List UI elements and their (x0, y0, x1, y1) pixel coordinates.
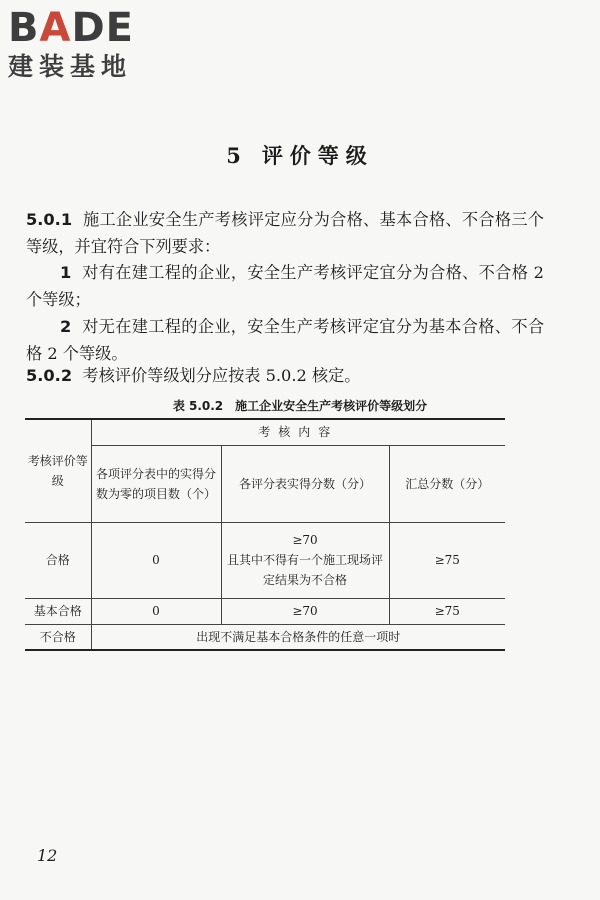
column-header-each-score: 各评分表实得分数（分） (221, 445, 389, 522)
section-title (0, 141, 600, 171)
grade-cell: 基本合格 (25, 598, 91, 624)
total-cell: ≥75 (389, 522, 505, 598)
clause-text: 对有在建工程的企业，安全生产考核评定宜分为合格、不合格 2 个等级； (26, 263, 544, 309)
table-caption-number: 表 5.0.2 (172, 399, 224, 413)
logo-letter-accent: A (39, 5, 72, 51)
clause-number: 5.0.1 (26, 210, 73, 229)
page-number: 12 (37, 846, 58, 865)
clause-text: 考核评价等级划分应按表 5.0.2 核定。 (82, 366, 361, 385)
unqualified-note-cell: 出现不满足基本合格条件的任意一项时 (91, 624, 505, 650)
each-score-threshold: ≥70 (292, 533, 318, 547)
zero-items-cell: 0 (91, 522, 221, 598)
grade-table (25, 418, 505, 651)
clause-5-0-1 (26, 206, 544, 260)
zero-items-cell: 0 (91, 598, 221, 624)
logo-chinese: 建装基地 (8, 52, 133, 81)
grade-cell: 不合格 (25, 624, 91, 650)
total-cell: ≥75 (389, 598, 505, 624)
logo-latin (8, 6, 173, 50)
each-score-cell: ≥70 (221, 598, 389, 624)
clause-item-2 (26, 313, 544, 367)
table-caption (0, 397, 600, 415)
grade-cell: 合格 (25, 522, 91, 598)
table-row-unqualified (25, 624, 505, 650)
row-head-text: 考核评价等级 (27, 453, 88, 488)
clause-number: 1 (60, 263, 72, 282)
group-header-cell: 考核内容 (91, 419, 505, 445)
row-head-cell (25, 419, 91, 522)
clause-text: 施工企业安全生产考核评定应分为合格、基本合格、不合格三个等级，并宜符合下列要求： (26, 210, 544, 256)
table-subheader-row (25, 445, 505, 522)
column-header-total: 汇总分数（分） (389, 445, 505, 522)
each-score-condition: 且其中不得有一个施工现场评定结果为不合格 (226, 553, 383, 587)
clause-item-1 (26, 259, 544, 313)
each-score-cell (221, 522, 389, 598)
clause-number: 5.0.2 (26, 366, 73, 385)
table-header-row (25, 419, 505, 445)
clause-text: 对无在建工程的企业，安全生产考核评定宜分为基本合格、不合格 2 个等级。 (26, 317, 545, 363)
table-caption-title: 施工企业安全生产考核评价等级划分 (235, 399, 428, 413)
column-header-zero-items: 各项评分表中的实得分数为零的项目数（个） (91, 445, 221, 522)
section-number: 5 (226, 143, 248, 168)
table-row-qualified (25, 522, 505, 598)
clause-number: 2 (60, 317, 72, 336)
table-row-basic-qualified (25, 598, 505, 624)
logo-latin-text: BADE (8, 5, 134, 51)
clause-5-0-2 (26, 362, 544, 389)
bade-logo (8, 6, 173, 82)
section-title-text: 评价等级 (261, 143, 374, 168)
